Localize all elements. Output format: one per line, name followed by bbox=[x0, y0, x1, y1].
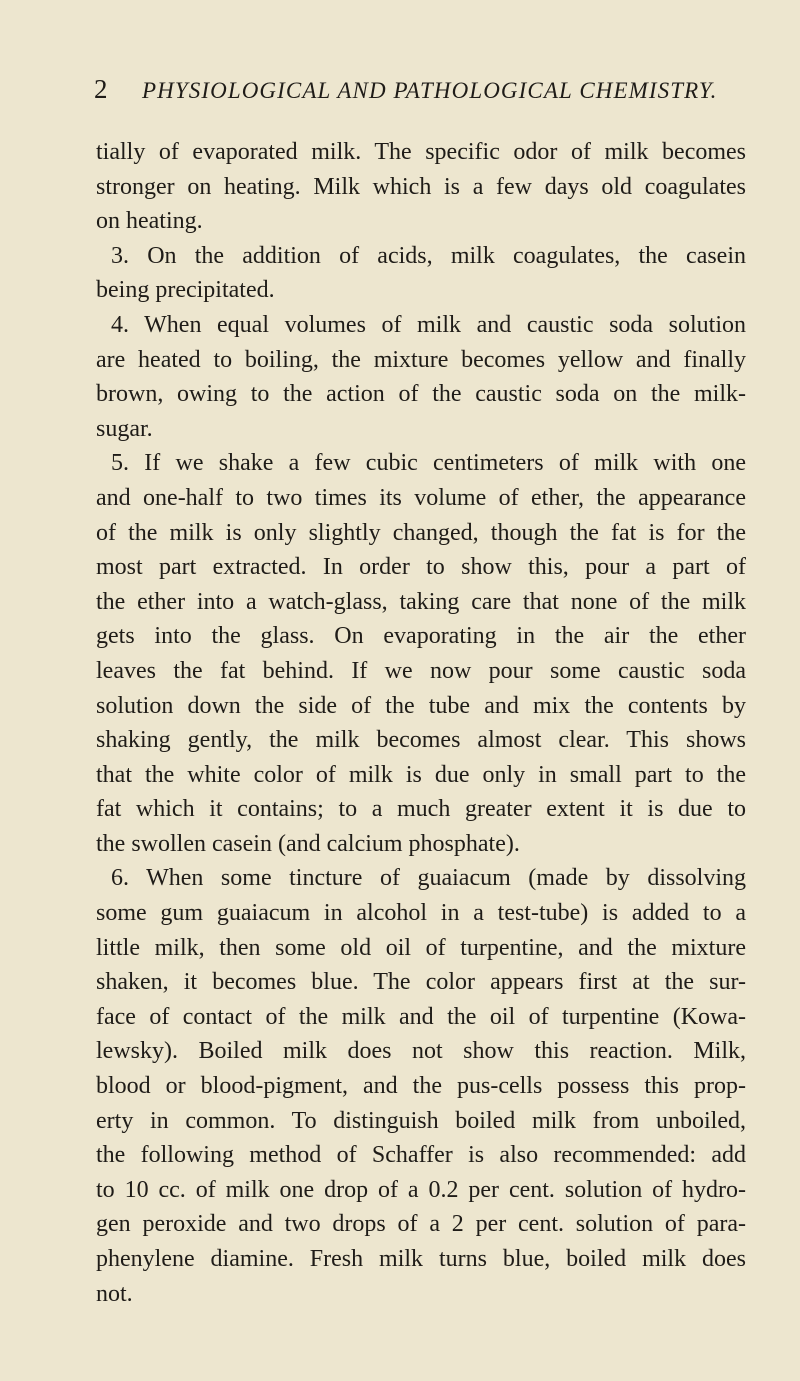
text-line: fat which it contains; to a much greater extent it is due to bbox=[96, 796, 746, 823]
text-line: most part extracted. In order to show this, pour a part of bbox=[96, 554, 746, 581]
text-line: little milk, then some old oil of turpentine, and the mixture bbox=[96, 934, 746, 961]
text-line: the following method of Schaffer is also recommended: add bbox=[96, 1142, 746, 1169]
text-line: and one-half to two times its volume of ether, the appearance bbox=[96, 484, 746, 511]
text-line: tially of evaporated milk. The specific odor of milk becomes bbox=[96, 139, 746, 165]
page-number: 2 bbox=[94, 74, 108, 104]
running-head bbox=[94, 74, 734, 110]
text-line: brown, owing to the action of the caustic soda on the milk- bbox=[96, 381, 746, 408]
text-line: phenylene diamine. Fresh milk turns blue, boiled milk does bbox=[96, 1246, 746, 1272]
text-line: of the milk is only slightly changed, though the fat is for the bbox=[96, 519, 746, 546]
text-line: not. bbox=[96, 1280, 133, 1307]
text-line: shaking gently, the milk becomes almost clear. This shows bbox=[96, 727, 746, 754]
text-line: on heating. bbox=[96, 208, 203, 235]
text-line: that the white color of milk is due only in small part to the bbox=[96, 761, 746, 788]
text-line: stronger on heating. Milk which is a few days old coagulates bbox=[96, 173, 746, 200]
text-line: sugar. bbox=[96, 415, 153, 442]
text-line: blood or blood-pigment, and the pus-cells possess this prop- bbox=[96, 1073, 746, 1100]
text-line: 6. When some tincture of guaiacum (made by dissolving bbox=[111, 865, 746, 892]
text-line: some gum guaiacum in alcohol in a test-tube) is added to a bbox=[96, 900, 746, 927]
text-line: lewsky). Boiled milk does not show this reaction. Milk, bbox=[96, 1038, 746, 1065]
text-line: are heated to boiling, the mixture becomes yellow and finally bbox=[96, 346, 746, 373]
text-line: face of contact of the milk and the oil of turpentine (Kowa- bbox=[96, 1003, 746, 1030]
text-line: 5. If we shake a few cubic centimeters of milk with one bbox=[111, 450, 746, 477]
text-line: 3. On the addition of acids, milk coagulates, the casein bbox=[111, 242, 746, 269]
body-text bbox=[96, 135, 746, 1311]
text-line: gen peroxide and two drops of a 2 per cent. solution of para- bbox=[96, 1211, 746, 1238]
text-line: leaves the fat behind. If we now pour some caustic soda bbox=[96, 657, 746, 684]
text-line: the swollen casein (and calcium phosphate). bbox=[96, 830, 520, 857]
text-line: 4. When equal volumes of milk and caustic soda solution bbox=[111, 311, 746, 338]
text-line: erty in common. To distinguish boiled milk from unboiled, bbox=[96, 1107, 746, 1134]
running-head-title: PHYSIOLOGICAL AND PATHOLOGICAL CHEMISTRY. bbox=[142, 78, 718, 103]
text-line: shaken, it becomes blue. The color appears first at the sur- bbox=[96, 969, 746, 996]
text-line: to 10 cc. of milk one drop of a 0.2 per cent. solution of hydro- bbox=[96, 1176, 746, 1203]
text-line: solution down the side of the tube and mix the contents by bbox=[96, 692, 746, 719]
text-line: the ether into a watch-glass, taking care that none of the milk bbox=[96, 588, 746, 615]
text-line: being precipitated. bbox=[96, 277, 275, 304]
text-line: gets into the glass. On evaporating in the air the ether bbox=[96, 623, 746, 650]
